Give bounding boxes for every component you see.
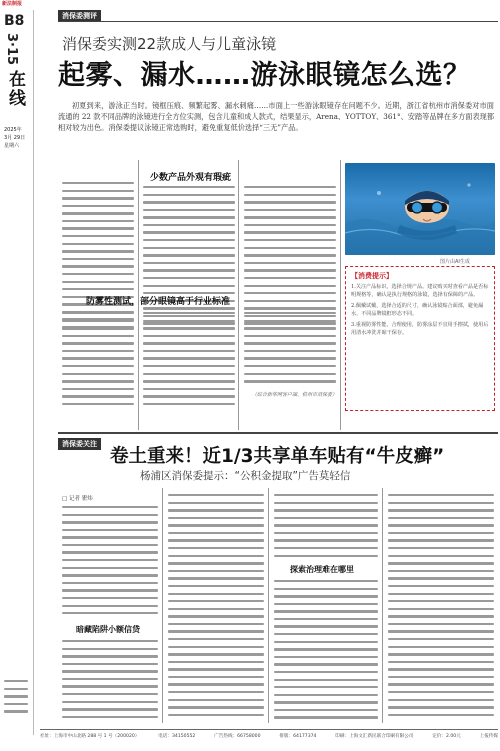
top-rule [58,21,498,22]
photo-caption: 图片由AI生成 [440,259,470,265]
footer-print: 印刷：上海文汇新民联合印刷有限公司 [335,734,414,739]
col2b-text [143,312,235,411]
footer-phone: 电话：34150552 [158,734,196,739]
tip-item: 3.重视防雾性能，合理使用，防雾涂层不宜用手擦拭，使用后用清水冲洗并晾干保存。 [351,321,489,337]
article-headline: 起雾、漏水……游泳眼镜怎么选？ [58,60,471,91]
tip-item: 1.关注产品标识，选择合规产品。建议购买时查看产品是否标明规格等，确认是执行规格的泳镜，选择有保障的产品。 [351,284,489,299]
col2-text [143,186,235,330]
section-tag-testing: 消保委测评 [58,10,101,22]
b-col1b-text [62,640,158,723]
col-divider-b3 [382,488,383,723]
lead-paragraph: 初夏到来，游泳正当时。镜框压痕、频繁起雾、漏水刺痛……市面上一些游泳眼镜存在问题不少。近期，浙江省杭州市消保委对市面流通的 22 款不同品牌的泳镜进行全方位实测，包含儿童和成人款式，结果显示，Arena、YOTTOY、361°、安踏等品牌在多方面表现都相对较为出色。消保委提议泳镜正常选购时，避免重复低价选择“三无”产品。 [58,101,495,132]
b-col3b-text [274,580,378,724]
issue-weekday: 星期六 [4,143,20,149]
b-col2-text [168,494,264,721]
section-zaixian: 在线 [5,70,25,108]
footer-edit: 排版：64177374 [279,734,317,739]
col1b-text [62,312,134,411]
article-photo [345,163,495,255]
section-heading-loans: 暗藏陷阱小额信贷 [76,625,140,634]
article-subtitle: 消保委实测22款成人与儿童泳镜 [62,35,277,53]
footer-bar [40,733,498,743]
tips-title: 【消费提示】 [351,272,393,280]
bottom-byline: 杨浦区消保委提示：“公积金提取”广告莫轻信 [140,470,351,482]
b-col3-text [274,494,378,562]
section-tag-focus: 消保委关注 [58,438,101,450]
b-col4-text [388,494,494,721]
newspaper-logo: 新法制报 [2,1,23,7]
margin-info-lines [4,680,28,718]
footer-address: 社址：上海市中山北路 288 号 1 号（200020） [40,734,140,739]
reporter-credit: □ 记者 瞿炜 [62,496,93,502]
issue-year: 2025年 [4,127,22,133]
bottom-headline: 卷土重来！近1/3共享单车贴有“牛皮癣” [110,446,445,467]
col3b-text [244,312,336,388]
footer-cn: 上报传媒 [479,734,498,739]
b-col1-text [62,506,158,620]
section-heading-appearance: 少数产品外观有瑕疵 [150,173,232,183]
page-date-tag: 3·15 [4,33,19,66]
source-note: （综合新华网客户端、杭州市消保委） [252,392,338,398]
section-heading-governance: 探索治理难在哪里 [290,565,354,574]
section-heading-antifog: 防雾性测试，部分眼镜高于行业标准 [86,297,231,307]
col1-text [62,182,134,334]
col-divider-2 [238,160,239,430]
mid-rule [58,432,498,434]
footer-price: 定价：2.00元 [432,734,461,739]
footer-rule [40,729,498,730]
col-divider-b2 [268,488,269,723]
issue-month-day: 3月 29日 [4,135,26,141]
tip-item: 2.佩戴试戴，选择合适的尺寸，确认泳镜贴合面部，避免漏水，不同品牌镜框形态不同。 [351,302,484,318]
footer-hotline: 广告热线：66758000 [214,734,261,739]
col3-text [244,186,336,330]
col-divider-3 [340,160,341,430]
col-divider-b1 [162,488,163,723]
swimmer-illustration [345,163,495,255]
consumer-tips-box [345,266,495,411]
margin-divider [33,10,34,735]
page-number: B8 [4,13,25,29]
